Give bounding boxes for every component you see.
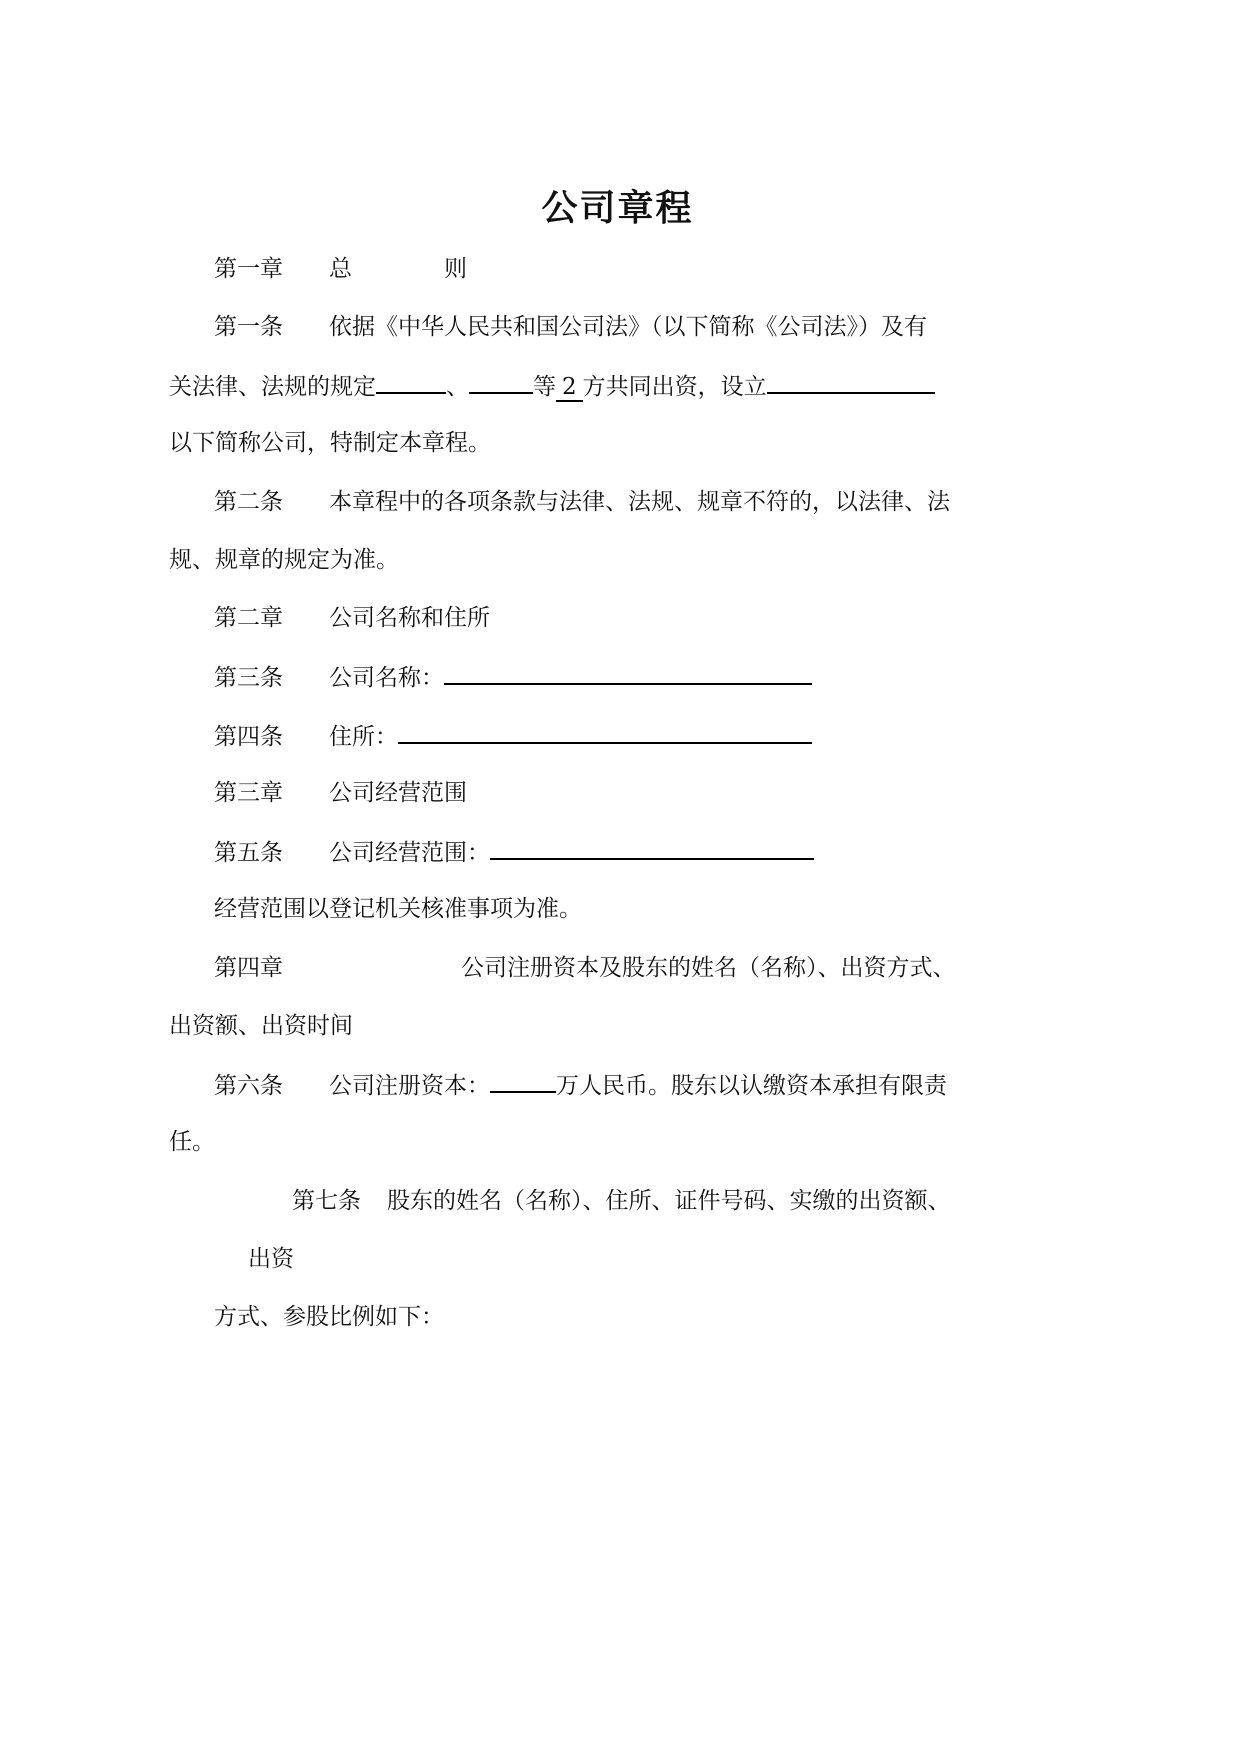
article-2-line-2: 规、规章的规定为准。 <box>169 547 399 573</box>
chapter-3-text: 公司经营范围 <box>329 780 467 806</box>
article-3-label: 第三条 <box>214 665 283 691</box>
article-7-line-3: 方式、参股比例如下： <box>214 1304 444 1330</box>
article-1-deng: 等 <box>533 374 556 400</box>
article-1-line-3: 以下简称公司，特制定本章程。 <box>169 430 491 456</box>
company-name-field[interactable] <box>444 661 812 685</box>
article-3-line <box>214 661 812 693</box>
fill-blank-company[interactable] <box>767 370 935 394</box>
chapter-4-text-1: 公司注册资本及股东的姓名（名称）、出资方式、 <box>461 955 956 981</box>
article-7-line-1 <box>292 1186 951 1216</box>
registered-capital-field[interactable] <box>490 1069 556 1093</box>
article-6-line-2: 任。 <box>169 1129 215 1155</box>
article-2-label: 第二条 <box>214 489 283 515</box>
article-6-label: 第六条 <box>214 1073 283 1099</box>
article-4-line <box>214 720 812 752</box>
scope-note: 经营范围以登记机关核准事项为准。 <box>214 896 582 922</box>
chapter-2-text: 公司名称和住所 <box>329 605 490 631</box>
chapter-1-name-a: 总 <box>329 256 352 282</box>
chapter-1-heading <box>214 254 467 284</box>
address-field[interactable] <box>398 720 812 744</box>
article-2-line-1 <box>214 487 950 517</box>
chapter-4-line-1 <box>214 953 956 983</box>
article-5-label: 第五条 <box>214 840 283 866</box>
chapter-4-label: 第四章 <box>214 955 283 981</box>
article-6-line-1 <box>214 1069 947 1101</box>
article-1-line-1 <box>214 312 927 342</box>
article-4-label: 第四条 <box>214 724 283 750</box>
article-1-label: 第一条 <box>214 314 283 340</box>
article-1-text-1: 依据《中华人民共和国公司法》（以下简称《公司法》）及有 <box>329 314 927 340</box>
article-6-text-b: 万人民币。股东以认缴资本承担有限责 <box>556 1073 947 1099</box>
chapter-3-label: 第三章 <box>214 780 283 806</box>
article-1-line-2 <box>169 370 935 402</box>
document-title: 公司章程 <box>541 188 694 229</box>
article-5-line <box>214 836 814 868</box>
chapter-1-name-b: 则 <box>444 256 467 282</box>
article-3-text: 公司名称： <box>329 665 444 691</box>
article-1-text-2b: 方共同出资，设立 <box>582 374 767 400</box>
article-7-line-2: 出资 <box>248 1246 294 1272</box>
article-2-text-1: 本章程中的各项条款与法律、法规、规章不符的，以法律、法 <box>329 489 950 515</box>
chapter-2-heading <box>214 603 490 633</box>
article-7-label: 第七条 <box>292 1188 361 1214</box>
article-7-text-1: 股东的姓名（名称）、住所、证件号码、实缴的出资额、 <box>387 1188 951 1214</box>
fill-blank-party-1[interactable] <box>376 370 446 394</box>
chapter-1-label: 第一章 <box>214 256 283 282</box>
chapter-4-line-2: 出资额、出资时间 <box>169 1013 353 1039</box>
article-1-text-2a: 关法律、法规的规定 <box>169 374 376 400</box>
party-count-value: 2 <box>556 374 583 402</box>
article-5-text: 公司经营范围： <box>329 840 490 866</box>
article-4-text: 住所： <box>329 724 398 750</box>
business-scope-field[interactable] <box>490 836 814 860</box>
article-1-sep: 、 <box>446 374 469 400</box>
article-6-text-a: 公司注册资本： <box>329 1073 490 1099</box>
chapter-2-label: 第二章 <box>214 605 283 631</box>
fill-blank-party-2[interactable] <box>469 370 533 394</box>
chapter-3-heading <box>214 778 467 808</box>
